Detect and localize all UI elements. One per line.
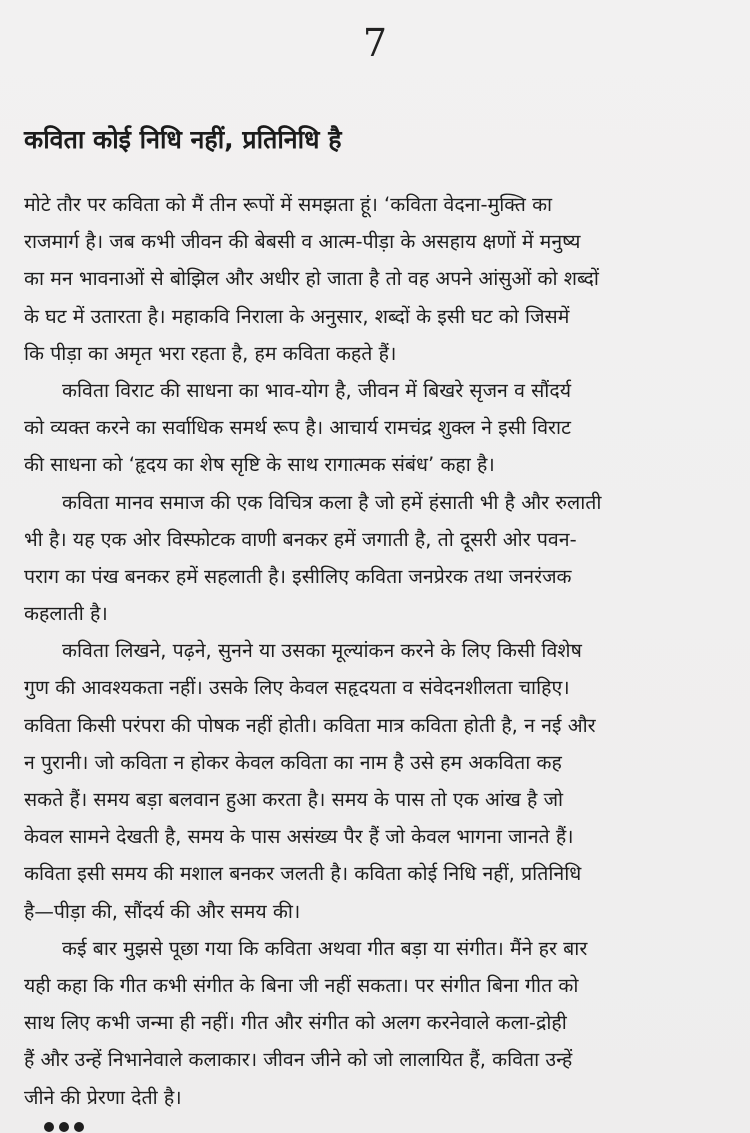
text-line: कहलाती है। [24, 602, 108, 626]
text-line: का मन भावनाओं से बोझिल और अधीर हो जाता है तो वह अपने आंसुओं को शब्दों [24, 267, 599, 291]
text-line: कविता इसी समय की मशाल बनकर जलती है। कविता कोई निधि नहीं, प्रतिनिधि [24, 862, 582, 886]
text-line: न पुरानी। जो कविता न होकर केवल कविता का नाम है उसे हम अकविता कह [24, 750, 562, 774]
text-line: राजमार्ग है। जब कभी जीवन की बेबसी व आत्म-पीड़ा के असहाय क्षणों में मनुष्य [24, 230, 581, 254]
ornament-dot [59, 1122, 69, 1132]
text-line: पराग का पंख बनकर हमें सहलाती है। इसीलिए कविता जनप्रेरक तथा जनरंजक [24, 564, 572, 588]
text-line: जीने की प्रेरणा देती है। [24, 1085, 182, 1109]
text-line: कविता मानव समाज की एक विचित्र कला है जो हमें हंसाती भी है और रुलाती [62, 490, 602, 514]
chapter-title: कविता कोई निधि नहीं, प्रतिनिधि है [24, 125, 342, 154]
text-line: की साधना को ‘हृदय का शेष सृष्टि के साथ रागात्मक संबंध’ कहा है। [24, 453, 495, 477]
text-line: मोटे तौर पर कविता को मैं तीन रूपों में समझता हूं। ‘कविता वेदना-मुक्ति का [24, 193, 553, 216]
text-line: कि पीड़ा का अमृत भरा रहता है, हम कविता कहते हैं। [24, 341, 397, 365]
chapter-number: 7 [362, 21, 388, 65]
text-line: कविता लिखने, पढ़ने, सुनने या उसका मूल्यांकन करने के लिए किसी विशेष [62, 639, 582, 663]
text-line: केवल सामने देखती है, समय के पास असंख्य पैर हैं जो केवल भागना जानते हैं। [24, 825, 574, 849]
text-line: साथ लिए कभी जन्मा ही नहीं। गीत और संगीत को अलग करनेवाले कला-द्रोही [24, 1011, 567, 1035]
text-line: के घट में उतारता है। महाकवि निराला के अनुसार, शब्दों के इसी घट को जिसमें [24, 304, 570, 328]
text-line: सकते हैं। समय बड़ा बलवान हुआ करता है। समय के पास तो एक आंख है जो [24, 788, 564, 811]
page-ornament [44, 1122, 84, 1133]
text-line: कविता विराट की साधना का भाव-योग है, जीवन में बिखरे सृजन व सौंदर्य [62, 378, 572, 402]
text-line: हैं और उन्हें निभानेवाले कलाकार। जीवन जीने को जो लालायित हैं, कविता उन्हें [24, 1048, 573, 1072]
text-line: भी है। यह एक ओर विस्फोटक वाणी बनकर हमें जगाती है, तो दूसरी ओर पवन- [24, 527, 577, 551]
chapter-body [24, 186, 720, 1116]
text-line: है—पीड़ा की, सौंदर्य की और समय की। [24, 899, 301, 923]
text-line: यही कहा कि गीत कभी संगीत के बिना जी नहीं सकता। पर संगीत बिना गीत को [24, 973, 579, 997]
ornament-dot [74, 1122, 84, 1132]
text-line: को व्यक्त करने का सर्वाधिक समर्थ रूप है। आचार्य रामचंद्र शुक्ल ने इसी विराट [24, 416, 571, 440]
ornament-dot [44, 1122, 54, 1132]
text-line: कई बार मुझसे पूछा गया कि कविता अथवा गीत बड़ा या संगीत। मैंने हर बार [62, 936, 588, 960]
text-line: कविता किसी परंपरा की पोषक नहीं होती। कविता मात्र कविता होती है, न नई और [24, 713, 596, 737]
text-line: गुण की आवश्यकता नहीं। उसके लिए केवल सहृदयता व संवेदनशीलता चाहिए। [24, 676, 570, 700]
